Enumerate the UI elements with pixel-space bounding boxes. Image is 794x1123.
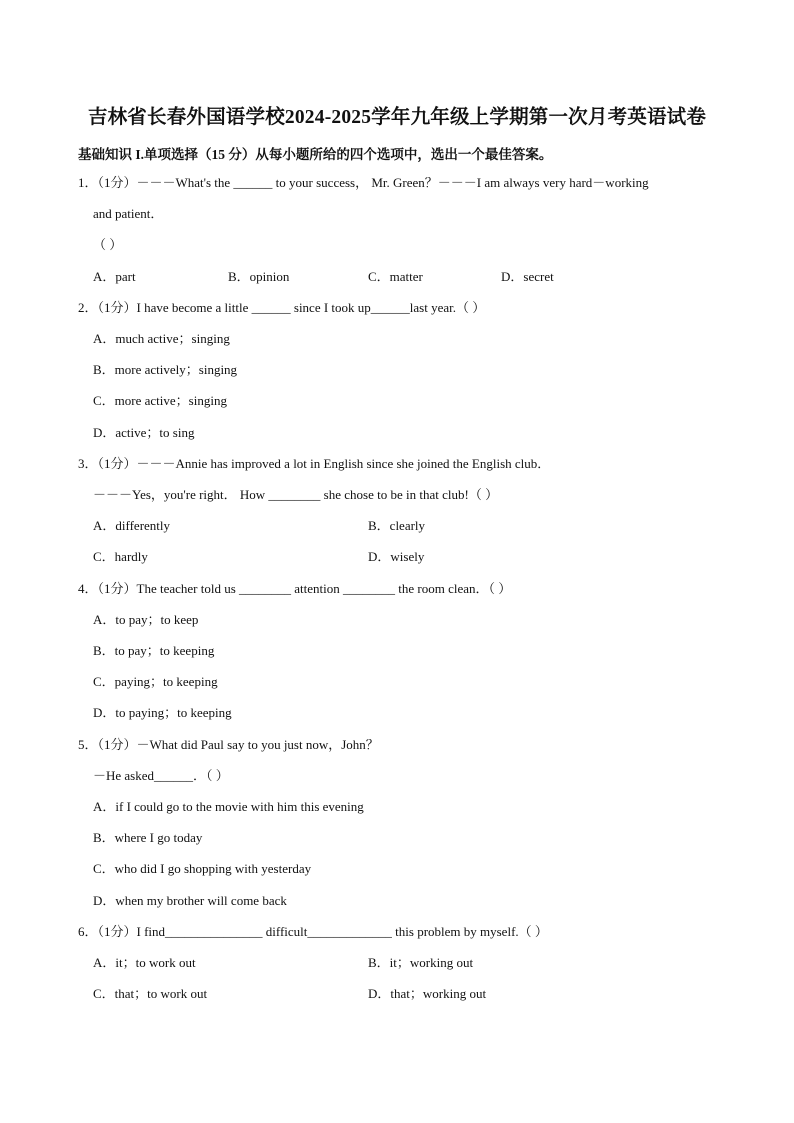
question-4-option-a: A．to pay；to keep xyxy=(93,612,199,627)
question-4-option-d: D．to paying；to keeping xyxy=(93,705,232,720)
question-1-option-a: A．part xyxy=(93,269,136,284)
question-1-answer-bracket: （ ） xyxy=(93,237,123,252)
question-3-stem-cont: －－－Yes，you're right． How ________ she chose to be in that club!（ ） xyxy=(93,487,499,502)
question-4-option-c: C．paying；to keeping xyxy=(93,674,218,689)
question-5-option-a: A．if I could go to the movie with him this evening xyxy=(93,799,364,814)
question-1-option-d: D．secret xyxy=(501,269,554,284)
question-3-option-b: B．clearly xyxy=(368,518,426,533)
question-5-option-c: C．who did I go shopping with yesterday xyxy=(93,861,312,876)
question-5-stem: 5．（1分）－What did Paul say to you just now，John？ xyxy=(78,737,379,752)
question-3-stem: 3．（1分）－－－Annie has improved a lot in English since she joined the English club． xyxy=(78,456,551,471)
question-1-stem: 1．（1分）－－－What's the ______ to your success， Mr. Green？－－－I am always very hard－working xyxy=(78,175,649,190)
question-2-option-c: C．more active；singing xyxy=(93,393,227,408)
question-6-option-c: C．that；to work out xyxy=(93,986,208,1001)
question-1-stem-cont: and patient． xyxy=(93,206,164,221)
question-1-option-b: B．opinion xyxy=(228,269,290,284)
question-5-stem-cont: －He asked______．（ ） xyxy=(93,768,229,783)
question-6-option-a: A．it；to work out xyxy=(93,955,196,970)
section-heading: 基础知识 I.单项选择（15 分）从每小题所给的四个选项中，选出一个最佳答案。 xyxy=(78,147,553,162)
question-6-option-b: B．it；working out xyxy=(368,955,474,970)
question-3-option-a: A．differently xyxy=(93,518,171,533)
question-4-option-b: B．to pay；to keeping xyxy=(93,643,215,658)
question-2-option-d: D．active；to sing xyxy=(93,425,195,440)
question-3-option-c: C．hardly xyxy=(93,549,148,564)
question-4-stem: 4．（1分）The teacher told us ________ attention ________ the room clean．（ ） xyxy=(78,581,512,596)
question-6-stem: 6．（1分）I find_______________ difficult_____________ this problem by myself.（ ） xyxy=(78,924,548,939)
page-title: 吉林省长春外国语学校2024-2025学年九年级上学期第一次月考英语试卷 xyxy=(87,107,707,128)
question-5-option-b: B．where I go today xyxy=(93,830,203,845)
question-6-option-d: D．that；working out xyxy=(368,986,487,1001)
question-2-stem: 2．（1分）I have become a little ______ since I took up______last year.（ ） xyxy=(78,300,486,315)
question-3-option-d: D．wisely xyxy=(368,549,425,564)
question-1-option-c: C．matter xyxy=(368,269,423,284)
question-2-option-b: B．more actively；singing xyxy=(93,362,238,377)
question-5-option-d: D．when my brother will come back xyxy=(93,893,287,908)
question-2-option-a: A．much active；singing xyxy=(93,331,230,346)
